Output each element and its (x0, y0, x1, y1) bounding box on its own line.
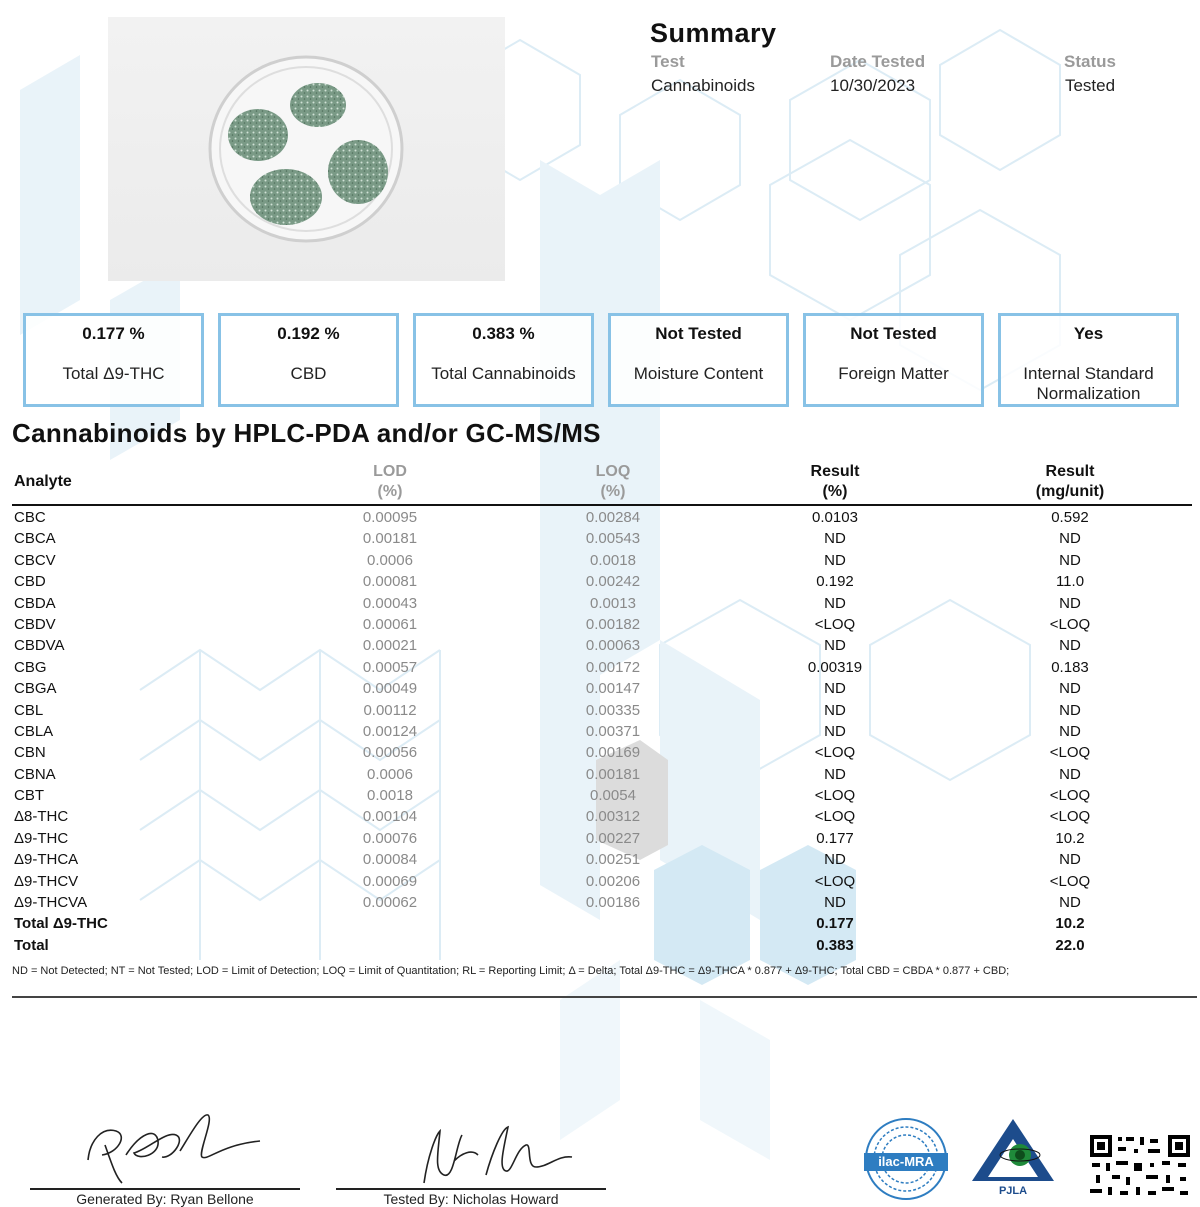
footnote: ND = Not Detected; NT = Not Tested; LOD = Limit of Detection; LOQ = Limit of Quantitation; RL = Reporting Limit; Δ = Delta; Total Δ9-THC = Δ9-THCA * 0.877 + Δ9-THC; Total CBD = CBDA * 0.877 + CBD; (12, 965, 1010, 977)
table-row (0, 614, 1200, 635)
lod-cell: 0.00049 (362, 680, 418, 698)
lod-cell: 0.00043 (362, 594, 418, 612)
metric-label: Total Cannabinoids (431, 364, 576, 383)
result-pct-cell: ND (824, 530, 846, 548)
lod-cell: 0.00056 (362, 744, 418, 762)
lod-cell: 0.0018 (367, 787, 413, 805)
analyte-cell: CBT (14, 787, 44, 805)
loq-cell: 0.00182 (585, 615, 641, 633)
lod-cell: 0.00062 (362, 894, 418, 912)
metric-moisture-content (608, 313, 789, 407)
signature-tested (336, 1105, 606, 1207)
result-pct-cell: <LOQ (814, 744, 856, 762)
summary-title: Summary (650, 18, 777, 48)
ilac-mra-logo (862, 1115, 950, 1200)
qr-code[interactable] (1090, 1135, 1190, 1200)
analyte-cell: Δ9-THC (14, 829, 69, 847)
loq-cell: 0.00251 (585, 851, 641, 869)
loq-cell: 0.00181 (585, 765, 641, 783)
result-pct-cell: ND (824, 594, 846, 612)
header-lod-unit: (%) (377, 483, 403, 500)
ilac-mra-label: ilac-MRA (878, 1154, 934, 1169)
table-row (0, 528, 1200, 549)
result-pct-cell: ND (824, 722, 846, 740)
result-mg-cell: 0.183 (1051, 658, 1089, 676)
lod-cell: 0.00081 (362, 573, 418, 591)
result-mg-cell: <LOQ (1049, 615, 1091, 633)
lod-cell: 0.00181 (362, 530, 418, 548)
loq-cell: 0.00172 (585, 658, 641, 676)
header-lod-label: LOD (373, 463, 407, 480)
loq-cell: 0.00169 (585, 744, 641, 762)
result-pct-cell: 0.177 (816, 915, 854, 933)
loq-cell: 0.00063 (585, 637, 641, 655)
table-row (0, 700, 1200, 721)
table-row (0, 849, 1200, 870)
metric-value: 0.383 % (472, 324, 535, 343)
result-mg-cell: ND (1059, 722, 1081, 740)
loq-cell: 0.00371 (585, 722, 641, 740)
result-pct-cell: ND (824, 637, 846, 655)
signature-generated (30, 1105, 300, 1207)
lod-cell: 0.00124 (362, 722, 418, 740)
loq-cell: 0.00312 (585, 808, 641, 826)
summary-date-label: Date Tested (830, 52, 926, 71)
lod-cell: 0.00095 (362, 509, 418, 526)
loq-cell: 0.0018 (590, 551, 636, 569)
header-result-pct-label: Result (810, 463, 860, 480)
summary-test-label: Test (651, 52, 685, 71)
result-mg-cell: ND (1059, 594, 1081, 612)
pjla-label: PJLA (998, 1185, 1028, 1197)
result-mg-cell: 22.0 (1055, 936, 1085, 954)
summary-date-value: 10/30/2023 (830, 76, 916, 95)
signature-line (30, 1188, 300, 1190)
result-pct-cell: ND (824, 765, 846, 783)
analyte-cell: Δ9-THCV (14, 872, 79, 890)
metric-label: Internal Standard Normalization (1023, 364, 1154, 403)
analyte-cell: CBCA (14, 530, 56, 548)
table-row (0, 593, 1200, 614)
analyte-cell: CBDVA (14, 637, 65, 655)
loq-cell: 0.00147 (585, 680, 641, 698)
summary-status (1040, 52, 1140, 96)
result-mg-cell: ND (1059, 530, 1081, 548)
metric-internal-standard (998, 313, 1179, 407)
loq-cell: 0.00335 (585, 701, 641, 719)
result-mg-cell: <LOQ (1049, 808, 1091, 826)
analyte-cell: CBC (14, 509, 46, 526)
table-row (0, 721, 1200, 742)
metric-label: Foreign Matter (838, 364, 949, 383)
analyte-cell: CBGA (14, 680, 57, 698)
metric-value: 0.177 % (82, 324, 145, 343)
result-pct-cell: ND (824, 680, 846, 698)
table-row (0, 892, 1200, 913)
loq-cell: 0.00242 (585, 573, 641, 591)
header-divider (12, 504, 1192, 506)
total-row (0, 935, 1200, 956)
result-mg-cell: <LOQ (1049, 744, 1091, 762)
analyte-cell: CBNA (14, 765, 56, 783)
header-result-pct (765, 462, 905, 502)
loq-cell: 0.00186 (585, 894, 641, 912)
result-mg-cell: ND (1059, 894, 1081, 912)
loq-cell: 0.00227 (585, 829, 641, 847)
table-row (0, 828, 1200, 849)
metric-cbd (218, 313, 399, 407)
table-row (0, 764, 1200, 785)
result-mg-cell: 10.2 (1055, 915, 1085, 933)
table-row (0, 571, 1200, 592)
loq-cell: 0.00206 (585, 872, 641, 890)
result-pct-cell: <LOQ (814, 787, 856, 805)
product-photo (108, 17, 505, 281)
header-loq (543, 462, 683, 502)
summary-test (651, 52, 755, 96)
metric-label: Moisture Content (633, 364, 764, 383)
result-pct-cell: <LOQ (814, 808, 856, 826)
result-mg-cell: 11.0 (1055, 573, 1085, 591)
result-mg-cell: ND (1059, 637, 1081, 655)
summary-test-value: Cannabinoids (651, 76, 755, 95)
analyte-cell: Total Δ9-THC (14, 915, 108, 933)
lod-cell: 0.00076 (362, 829, 418, 847)
result-pct-cell: ND (824, 894, 846, 912)
summary-status-value: Tested (1064, 76, 1116, 95)
analyte-cell: CBG (14, 658, 47, 676)
signature-nicholas-howard (336, 1105, 606, 1187)
lod-cell: 0.00104 (362, 808, 418, 826)
total-row (0, 913, 1200, 934)
table-row (0, 550, 1200, 571)
header-analyte: Analyte (14, 473, 72, 490)
header-loq-label: LOQ (595, 463, 631, 480)
metric-total-cannabinoids (413, 313, 594, 407)
metric-value: Not Tested (655, 324, 742, 343)
lod-cell: 0.0006 (367, 765, 413, 783)
analyte-cell: Total (14, 936, 49, 954)
table-row (0, 742, 1200, 763)
result-mg-cell: ND (1059, 851, 1081, 869)
metric-value: Not Tested (850, 324, 937, 343)
lod-cell: 0.0006 (367, 551, 413, 569)
analyte-cell: Δ9-THCVA (14, 894, 88, 912)
result-pct-cell: ND (824, 701, 846, 719)
result-mg-cell: 0.592 (1051, 509, 1089, 526)
metric-value: 0.192 % (277, 324, 340, 343)
lod-cell: 0.00021 (362, 637, 418, 655)
signature-ryan-bellone (30, 1105, 300, 1187)
analyte-cell: CBD (14, 573, 46, 591)
result-pct-cell: <LOQ (814, 872, 856, 890)
table-row (0, 507, 1200, 528)
result-mg-cell: ND (1059, 551, 1081, 569)
result-pct-cell: ND (824, 851, 846, 869)
signature-caption: Generated By: Ryan Bellone (76, 1191, 254, 1207)
section-title: Cannabinoids by HPLC-PDA and/or GC-MS/MS (12, 418, 601, 448)
metric-total-thc (23, 313, 204, 407)
result-mg-cell: <LOQ (1049, 872, 1091, 890)
header-loq-unit: (%) (600, 483, 626, 500)
result-pct-cell: 0.192 (816, 573, 854, 591)
analyte-cell: Δ9-THCA (14, 851, 79, 869)
result-pct-cell: <LOQ (814, 615, 856, 633)
result-pct-cell: ND (824, 551, 846, 569)
result-pct-cell: 0.383 (816, 936, 854, 954)
lod-cell: 0.00112 (363, 701, 417, 719)
result-mg-cell: ND (1059, 765, 1081, 783)
signature-line (336, 1188, 606, 1190)
header-result-mg (1000, 462, 1140, 502)
lod-cell: 0.00057 (362, 658, 418, 676)
metric-value: Yes (1073, 324, 1104, 343)
analyte-cell: CBDV (14, 615, 56, 633)
analyte-cell: CBL (14, 701, 44, 719)
result-mg-cell: ND (1059, 680, 1081, 698)
result-mg-cell: ND (1059, 701, 1081, 719)
results-table-body (0, 507, 1200, 956)
table-row (0, 678, 1200, 699)
metric-label: Total Δ9-THC (62, 364, 165, 383)
result-pct-cell: 0.0103 (812, 509, 858, 526)
analyte-cell: CBCV (14, 551, 56, 569)
summary-date (830, 52, 925, 96)
table-row (0, 871, 1200, 892)
table-row (0, 635, 1200, 656)
result-mg-cell: 10.2 (1055, 829, 1085, 847)
loq-cell: 0.00284 (585, 509, 641, 526)
metric-label: CBD (290, 364, 327, 383)
analyte-cell: CBN (14, 744, 46, 762)
loq-cell: 0.00543 (585, 530, 641, 548)
result-mg-cell: <LOQ (1049, 787, 1091, 805)
lod-cell: 0.00069 (362, 872, 418, 890)
analyte-cell: Δ8-THC (14, 808, 69, 826)
header-result-pct-unit: (%) (822, 483, 848, 500)
table-row (0, 657, 1200, 678)
header-result-mg-unit: (mg/unit) (1035, 483, 1105, 500)
header-lod (320, 462, 460, 502)
lod-cell: 0.00061 (362, 615, 418, 633)
table-row (0, 806, 1200, 827)
summary-status-label: Status (1064, 52, 1116, 71)
result-pct-cell: 0.177 (816, 829, 854, 847)
analyte-cell: CBLA (14, 722, 54, 740)
pjla-logo (968, 1115, 1058, 1200)
table-row (0, 785, 1200, 806)
footnote-divider (12, 996, 1197, 998)
result-pct-cell: 0.00319 (807, 658, 863, 676)
analyte-cell: CBDA (14, 594, 56, 612)
metric-foreign-matter (803, 313, 984, 407)
lod-cell: 0.00084 (362, 851, 418, 869)
header-result-mg-label: Result (1045, 463, 1095, 480)
loq-cell: 0.0054 (590, 787, 636, 805)
loq-cell: 0.0013 (590, 594, 636, 612)
signature-caption: Tested By: Nicholas Howard (383, 1191, 559, 1207)
